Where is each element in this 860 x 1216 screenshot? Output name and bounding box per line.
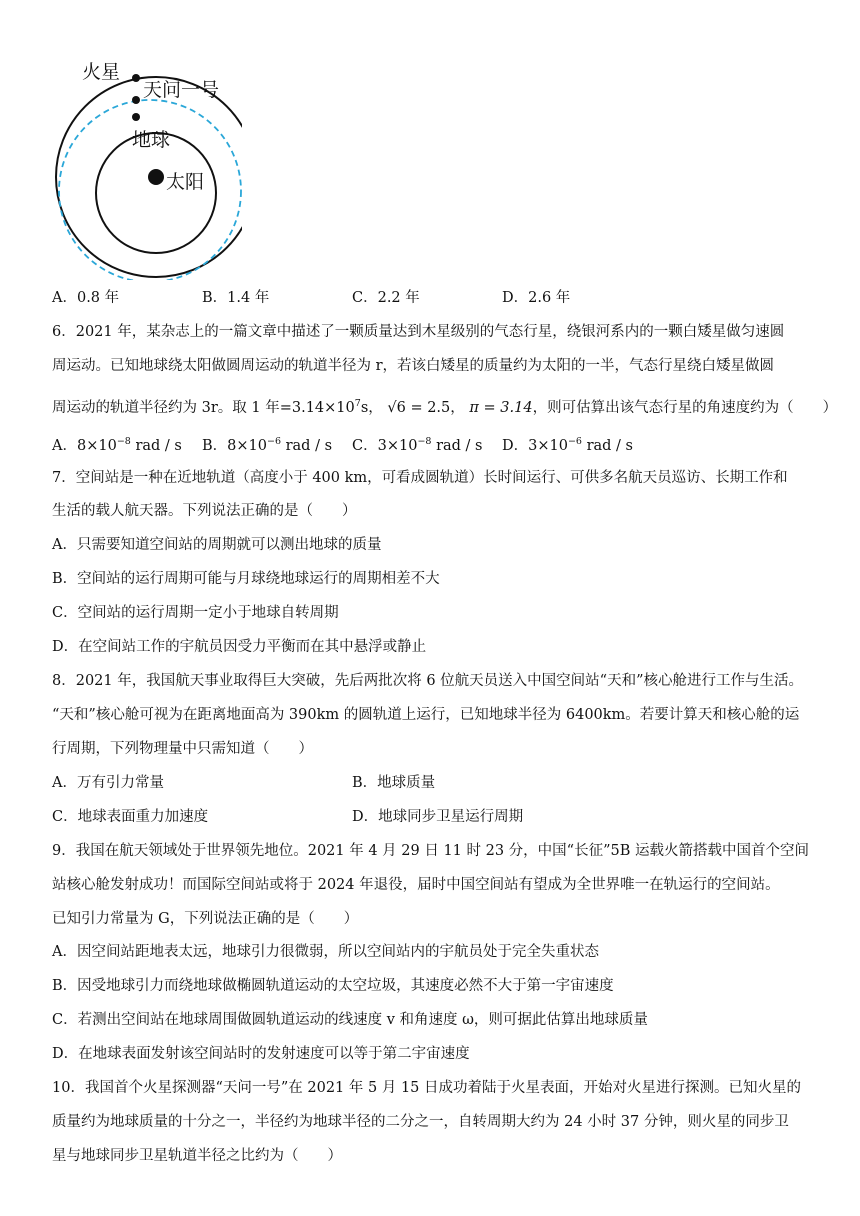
q8-line-2: “天和”核心舱可视为在距离地面高为 390km 的圆轨道上运行，已知地球半径为 6400km。若要计算天和核心舱的运 (52, 707, 800, 723)
q7-option-b[interactable]: B．空间站的运行周期可能与月球绕地球运行的周期相差不大 (52, 571, 440, 587)
q8-option-a[interactable]: A．万有引力常量 (52, 775, 164, 791)
q8-options-row-2 (52, 805, 812, 825)
q8-option-c[interactable]: C．地球表面重力加速度 (52, 809, 209, 825)
sun-label: 太阳 (166, 171, 205, 193)
q9-line-3: 已知引力常量为 G，下列说法正确的是（ ） (52, 911, 359, 927)
q10-line-3: 星与地球同步卫星轨道半径之比约为（ ） (52, 1148, 342, 1164)
tianwen-label: 天问一号 (143, 79, 220, 101)
sun-dot (148, 169, 164, 185)
q6-question-tail: ，则可估算出该气态行星的角速度约为（ ） (532, 400, 838, 416)
q7-option-d[interactable]: D．在空间站工作的宇航员因受力平衡而在其中悬浮或静止 (52, 639, 427, 655)
mars-dot (132, 74, 140, 82)
q7-option-a[interactable]: A．只需要知道空间站的周期就可以测出地球的质量 (52, 537, 382, 553)
q9-option-a[interactable]: A．因空间站距地表太远，地球引力很微弱，所以空间站内的宇航员处于完全失重状态 (52, 944, 599, 960)
mars-label: 火星 (82, 61, 121, 83)
q6-option-c[interactable]: C．$3\times 10^{-8}$ rad / s (352, 436, 483, 454)
q6-options (52, 434, 812, 454)
q9-line-1: 9．我国在航天领域处于世界领先地位。2021 年 4 月 29 日 11 时 23 分，中国“长征”5B 运载火箭搭载中国首个空间 (52, 843, 809, 859)
q6-line-3: 周运动的轨道半径约为 3r。取 1 年$=3.14\times 10^7s$， √6 = 2.5， π = 3.14，则可估算出该气态行星的角速度约为（ ） (52, 398, 838, 416)
q6-option-d[interactable]: D．$3\times 10^{-6}$ rad / s (502, 436, 633, 454)
q9-option-b[interactable]: B．因受地球引力而绕地球做椭圆轨道运动的太空垃圾，其速度必然不大于第一宇宙速度 (52, 978, 614, 994)
earth-label: 地球 (132, 129, 171, 151)
q5-option-b[interactable]: B．1.4 年 (202, 290, 270, 306)
q8-line-3: 行周期，下列物理量中只需知道（ ） (52, 741, 313, 757)
tianwen-dot (132, 96, 140, 104)
q6-comma: ， (450, 400, 465, 416)
q7-line-2: 生活的载人航天器。下列说法正确的是（ ） (52, 503, 357, 519)
q8-options-row-1 (52, 771, 812, 791)
q8-line-1: 8．2021 年，我国航天事业取得巨大突破，先后两批次将 6 位航天员送入中国空间站“天和”核心舱进行工作与生活。 (52, 673, 804, 689)
q10-line-2: 质量约为地球质量的十分之一，半径约为地球半径的二分之一，自转周期大约为 24 小时 37 分钟，则火星的同步卫 (52, 1114, 789, 1130)
q9-option-d[interactable]: D．在地球表面发射该空间站时的发射速度可以等于第二宇宙速度 (52, 1046, 470, 1062)
q6-line-2: 周运动。已知地球绕太阳做圆周运动的轨道半径为 r，若该白矮星的质量约为太阳的一半，气态行星绕白矮星做圆 (52, 358, 775, 374)
q10-line-1: 10．我国首个火星探测器“天问一号”在 2021 年 5 月 15 日成功着陆于火星表面，开始对火星进行探测。已知火星的 (52, 1080, 802, 1096)
q6-pi-expr: π = 3.14 (469, 400, 533, 416)
q6-option-b[interactable]: B．$8\times 10^{-6}$ rad / s (202, 436, 333, 454)
orbit-figure (52, 55, 242, 280)
q5-option-c[interactable]: C．2.2 年 (352, 290, 420, 306)
q9-option-c[interactable]: C．若测出空间站在地球周围做圆轨道运动的线速度 v 和角速度 ω，则可据此估算出地球质量 (52, 1012, 648, 1028)
q5-option-d[interactable]: D．2.6 年 (502, 290, 571, 306)
earth-dot (132, 113, 140, 121)
q9-line-2: 站核心舱发射成功！而国际空间站或将于 2024 年退役，届时中国空间站有望成为全世界唯一在轨运行的空间站。 (52, 877, 780, 893)
q6-sqrt-expr: √6 = 2.5 (387, 400, 451, 416)
q7-option-c[interactable]: C．空间站的运行周期一定小于地球自转周期 (52, 605, 339, 621)
q6-year-unit: s， (360, 400, 383, 416)
q5-options (52, 286, 812, 306)
q8-option-d[interactable]: D．地球同步卫星运行周期 (352, 809, 524, 825)
q7-line-1: 7．空间站是一种在近地轨道（高度小于 400 km，可看成圆轨道）长时间运行、可供多名航天员巡访、长期工作和 (52, 470, 788, 486)
q6-year-exp: 7 (354, 398, 361, 410)
q6-year-seconds: 3.14×10 (291, 400, 355, 416)
q6-line-1: 6．2021 年，某杂志上的一篇文章中描述了一颗质量达到木星级别的气态行星，绕银河系内的一颗白矮星做匀速圆 (52, 324, 785, 340)
q6-line-3-text: 周运动的轨道半径约为 3r。取 1 年 (52, 400, 280, 416)
q8-option-b[interactable]: B．地球质量 (352, 775, 436, 791)
q6-option-a[interactable]: A．$8\times 10^{-8}$ rad / s (52, 436, 182, 454)
q5-option-a[interactable]: A．0.8 年 (52, 290, 120, 306)
